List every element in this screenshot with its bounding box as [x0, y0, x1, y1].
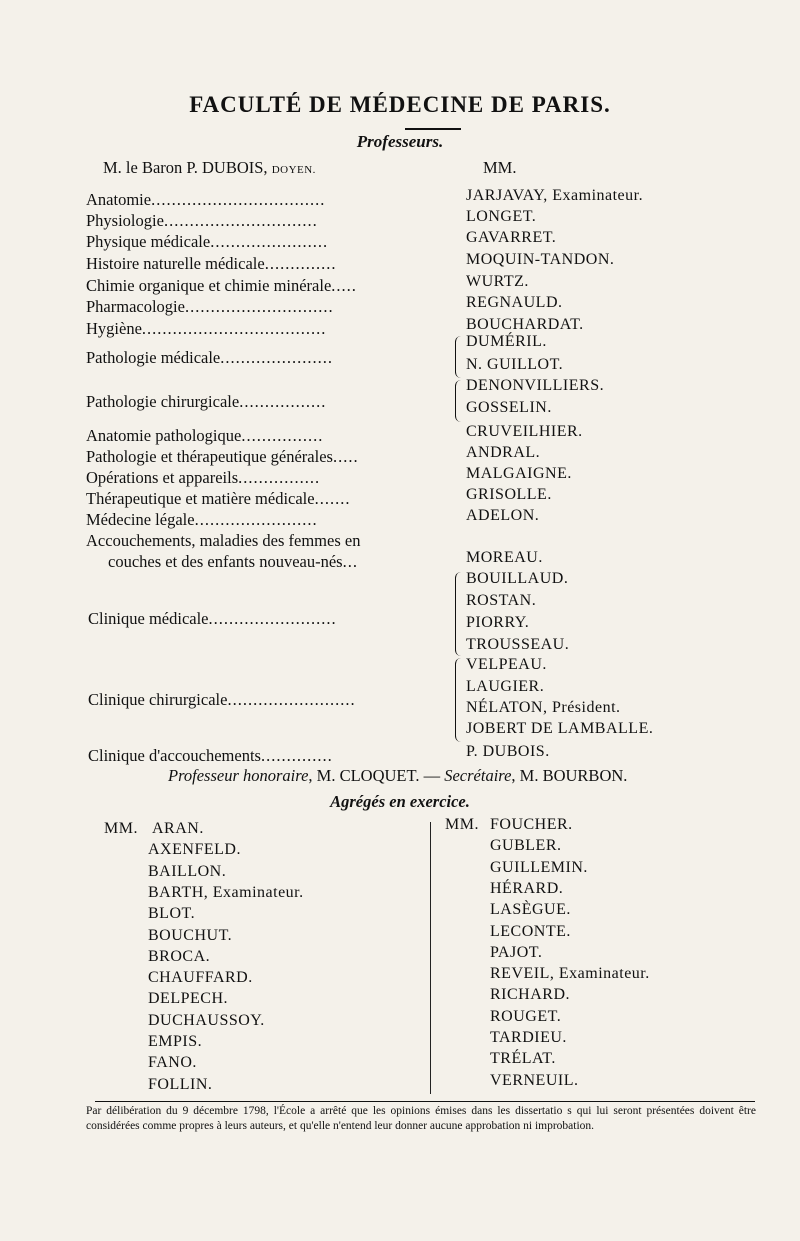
honoraire-name: , M. CLOQUET. —: [308, 766, 441, 785]
chair-subject: [86, 276, 357, 296]
chair-name: BOUILLAUD.: [466, 570, 569, 587]
agrege-name: BLOT.: [148, 905, 196, 923]
chair-name: GRISOLLE.: [466, 486, 552, 503]
chair-name: NÉLATON, Président.: [466, 699, 621, 716]
agreges-heading: Agrégés en exercice.: [330, 792, 470, 811]
agrege-name: FOUCHER.: [490, 816, 573, 833]
chair-subject: [86, 426, 323, 446]
agrege-name: EMPIS.: [148, 1033, 203, 1050]
chair-name: VELPEAU.: [466, 656, 547, 673]
leader-dots: ................: [241, 426, 324, 445]
chair-name: JOBERT DE LAMBALLE.: [466, 720, 654, 737]
chair-subject-text: couches et des enfants nouveau-nés: [108, 552, 343, 571]
chair-name: P. DUBOIS.: [466, 743, 550, 760]
agrege-name: TARDIEU.: [490, 1029, 567, 1046]
chair-name: GAVARRET.: [466, 229, 557, 246]
chair-name: REGNAULD.: [466, 294, 563, 311]
agrege-name: LASÈGUE.: [490, 901, 571, 919]
chair-subject-text: Clinique d'accouchements: [88, 746, 261, 765]
honoraire-line: [168, 766, 627, 786]
chair-subject-text: Chimie organique et chimie minérale: [86, 276, 332, 295]
chair-name: BOUCHARDAT.: [466, 316, 584, 333]
agrege-name: RICHARD.: [490, 986, 571, 1004]
dean-prefix: M. le Baron P. DUBOIS,: [103, 158, 268, 177]
chair-subject-text: Pathologie et thérapeutique générales: [86, 447, 333, 466]
leader-dots: .......................: [210, 232, 329, 251]
agrege-name: LECONTE.: [490, 922, 571, 940]
footnote: Par délibération du 9 décembre 1798, l'École a arrêté que les opinions émises dans les dissertatio s qui lui seront présentées doivent être considérées comme propres à leurs auteurs, et qu'elle n'entend leur donner aucune approbation ni improbation.: [86, 1105, 756, 1132]
chair-subject: [86, 468, 320, 488]
chair-name: ANDRAL.: [466, 444, 541, 461]
chair-subject: [86, 392, 326, 412]
chair-subject: Accouchements, maladies des femmes en: [86, 531, 361, 550]
chair-subject: [86, 447, 359, 467]
agrege-name: PAJOT.: [490, 943, 543, 961]
brace: [455, 572, 462, 656]
leader-dots: ................: [238, 468, 321, 487]
chair-subject: [86, 348, 333, 368]
leader-dots: ..................................: [151, 190, 326, 209]
chair-subject: [86, 297, 334, 317]
leader-dots: .....: [332, 447, 359, 466]
chair-subject: [86, 190, 325, 210]
agrege-name: GUBLER.: [490, 837, 562, 855]
chair-subject-text: Clinique chirurgicale: [88, 690, 228, 709]
chair-subject: [86, 254, 336, 274]
agreges-mm-right: MM.: [445, 816, 479, 833]
chair-subject-text: Médecine légale: [86, 510, 195, 529]
column-divider: [430, 822, 431, 1094]
secretaire-label: Secrétaire: [444, 766, 512, 785]
honoraire-label: Professeur honoraire: [168, 766, 309, 785]
chair-name: PIORRY.: [466, 614, 530, 631]
agrege-name: HÉRARD.: [490, 879, 564, 897]
agrege-name: BOUCHUT.: [148, 926, 233, 944]
agrege-name: ROUGET.: [490, 1007, 562, 1025]
chair-name: MALGAIGNE.: [466, 465, 572, 482]
agrege-name: DELPECH.: [148, 990, 228, 1008]
chair-name: JARJAVAY, Examinateur.: [466, 187, 644, 204]
agrege-name: REVEIL, Examinateur.: [490, 965, 650, 983]
agrege-name: BARTH, Examinateur.: [148, 883, 304, 901]
leader-dots: ..............: [260, 746, 333, 765]
chair-subject-text: Pharmacologie: [86, 297, 185, 316]
chair-subject-text: Pathologie médicale: [86, 348, 221, 367]
agrege-name: DUCHAUSSOY.: [148, 1011, 265, 1029]
chair-subject-text: Physique médicale: [86, 232, 211, 251]
agrege-name: TRÉLAT.: [490, 1050, 556, 1068]
dean-role: DOYEN.: [271, 164, 316, 176]
agrege-name: GUILLEMIN.: [490, 858, 588, 876]
agrege-name: ARAN.: [152, 820, 204, 837]
footnote-rule: [95, 1101, 755, 1102]
agrege-name: BAILLON.: [148, 862, 227, 880]
chair-name: DENONVILLIERS.: [466, 377, 605, 394]
leader-dots: .......: [314, 489, 351, 508]
leader-dots: ....................................: [141, 319, 327, 338]
brace: [455, 658, 462, 742]
brace: [455, 336, 462, 378]
chair-subject: [86, 510, 318, 530]
professeurs-heading: Professeurs.: [356, 132, 444, 151]
chair-subject: [108, 552, 358, 572]
chair-subject: [88, 690, 356, 710]
chair-name: GOSSELIN.: [466, 399, 552, 416]
chair-subject-text: Opérations et appareils: [86, 468, 239, 487]
chair-name: LONGET.: [466, 208, 537, 225]
chair-subject-text: Anatomie pathologique: [86, 426, 242, 445]
agrege-name: AXENFELD.: [148, 841, 241, 859]
chair-subject-text: Pathologie chirurgicale: [86, 392, 240, 411]
chair-subject: [88, 609, 337, 629]
agrege-name: FOLLIN.: [148, 1075, 213, 1093]
leader-dots: ......................: [220, 348, 333, 367]
mm-label: MM.: [483, 158, 517, 177]
chair-name: N. GUILLOT.: [466, 356, 564, 373]
chair-name: LAUGIER.: [466, 678, 545, 695]
dean-line: [103, 158, 316, 178]
chair-name: MOQUIN-TANDON.: [466, 251, 615, 268]
leader-dots: .................: [239, 392, 327, 411]
chair-subject: [86, 211, 318, 231]
chair-name: WURTZ.: [466, 273, 529, 290]
leader-dots: .............................: [184, 297, 334, 316]
brace: [455, 380, 462, 422]
chair-name: CRUVEILHIER.: [466, 423, 583, 440]
leader-dots: .........................: [227, 690, 356, 709]
chair-subject-text: Histoire naturelle médicale: [86, 254, 265, 273]
leader-dots: ..............: [264, 254, 337, 273]
agrege-name: FANO.: [148, 1054, 197, 1072]
chair-name: ROSTAN.: [466, 592, 537, 609]
chair-subject: [88, 746, 333, 766]
agrege-name: CHAUFFARD.: [148, 969, 253, 987]
chair-name: TROUSSEAU.: [466, 636, 570, 653]
leader-dots: ...: [342, 552, 358, 571]
chair-name: ADELON.: [466, 507, 540, 524]
chair-subject: [86, 232, 328, 252]
chair-subject-text: Hygiène: [86, 319, 142, 338]
chair-subject: [86, 319, 326, 339]
title-rule: [405, 128, 461, 130]
chair-subject-text: Anatomie: [86, 190, 152, 209]
page-title: FACULTÉ DE MÉDECINE DE PARIS.: [189, 92, 611, 117]
agrege-name: VERNEUIL.: [490, 1071, 579, 1089]
leader-dots: ........................: [194, 510, 318, 529]
agrege-name: BROCA.: [148, 947, 211, 965]
agreges-mm-left: MM.: [104, 820, 138, 837]
leader-dots: .........................: [208, 609, 337, 628]
secretaire-name: , M. BOURBON.: [511, 766, 628, 785]
chair-name: MOREAU.: [466, 549, 543, 566]
chair-subject-text: Clinique médicale: [88, 609, 209, 628]
chair-name: DUMÉRIL.: [466, 333, 547, 350]
chair-subject-text: Physiologie: [86, 211, 164, 230]
chair-subject: [86, 489, 350, 509]
leader-dots: .....: [331, 276, 357, 295]
leader-dots: ..............................: [163, 211, 318, 230]
chair-subject-text: Thérapeutique et matière médicale: [86, 489, 315, 508]
